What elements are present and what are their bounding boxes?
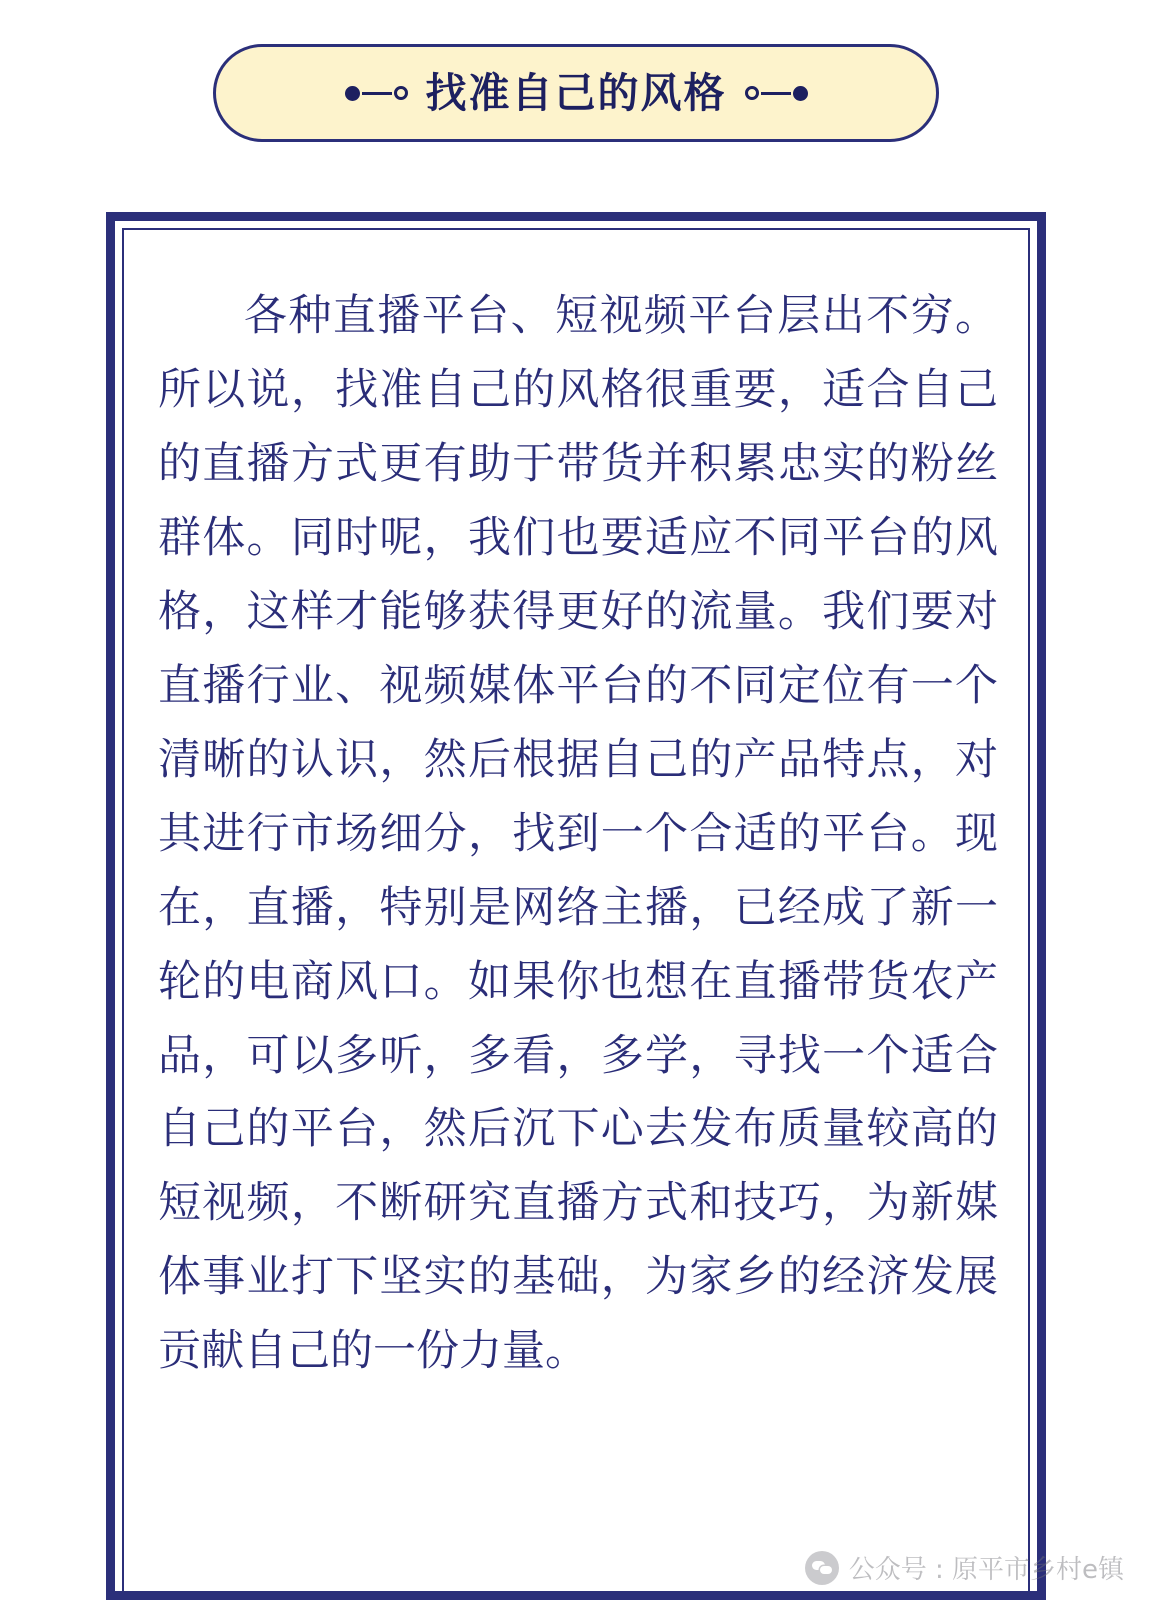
page-title: 找准自己的风格 bbox=[425, 69, 727, 116]
wechat-icon bbox=[805, 1551, 839, 1585]
article-frame-inner bbox=[122, 228, 1030, 1591]
page-title-banner bbox=[213, 44, 939, 142]
title-inner bbox=[345, 69, 808, 116]
watermark-text: 公众号 : 原平市乡村e镇 bbox=[848, 1555, 1124, 1585]
article-paragraph: 各种直播平台、短视频平台层出不穷。所以说，找准自己的风格很重要，适合自己的直播方式更有助于带货并积累忠实的粉丝群体。同时呢，我们也要适应不同平台的风格，这样才能够获得更好的流量。我们要对直播行业、视频媒体平台的不同定位有一个清晰的认识，然后根据自己的产品特点，对其进行市场细分，找到一个合适的平台。现在，直播，特别是网络主播，已经成了新一轮的电商风口。如果你也想在直播带货农产品，可以多听，多看，多学，寻找一个适合自己的平台，然后沉下心去发布质量较高的短视频，不断研究直播方式和技巧，为新媒体事业打下坚实的基础，为家乡的经济发展贡献自己的一份力量。 bbox=[158, 291, 998, 1377]
article-frame bbox=[106, 212, 1046, 1600]
right-decor-icon bbox=[745, 86, 808, 101]
left-decor-icon bbox=[345, 86, 408, 101]
watermark bbox=[805, 1549, 1124, 1586]
